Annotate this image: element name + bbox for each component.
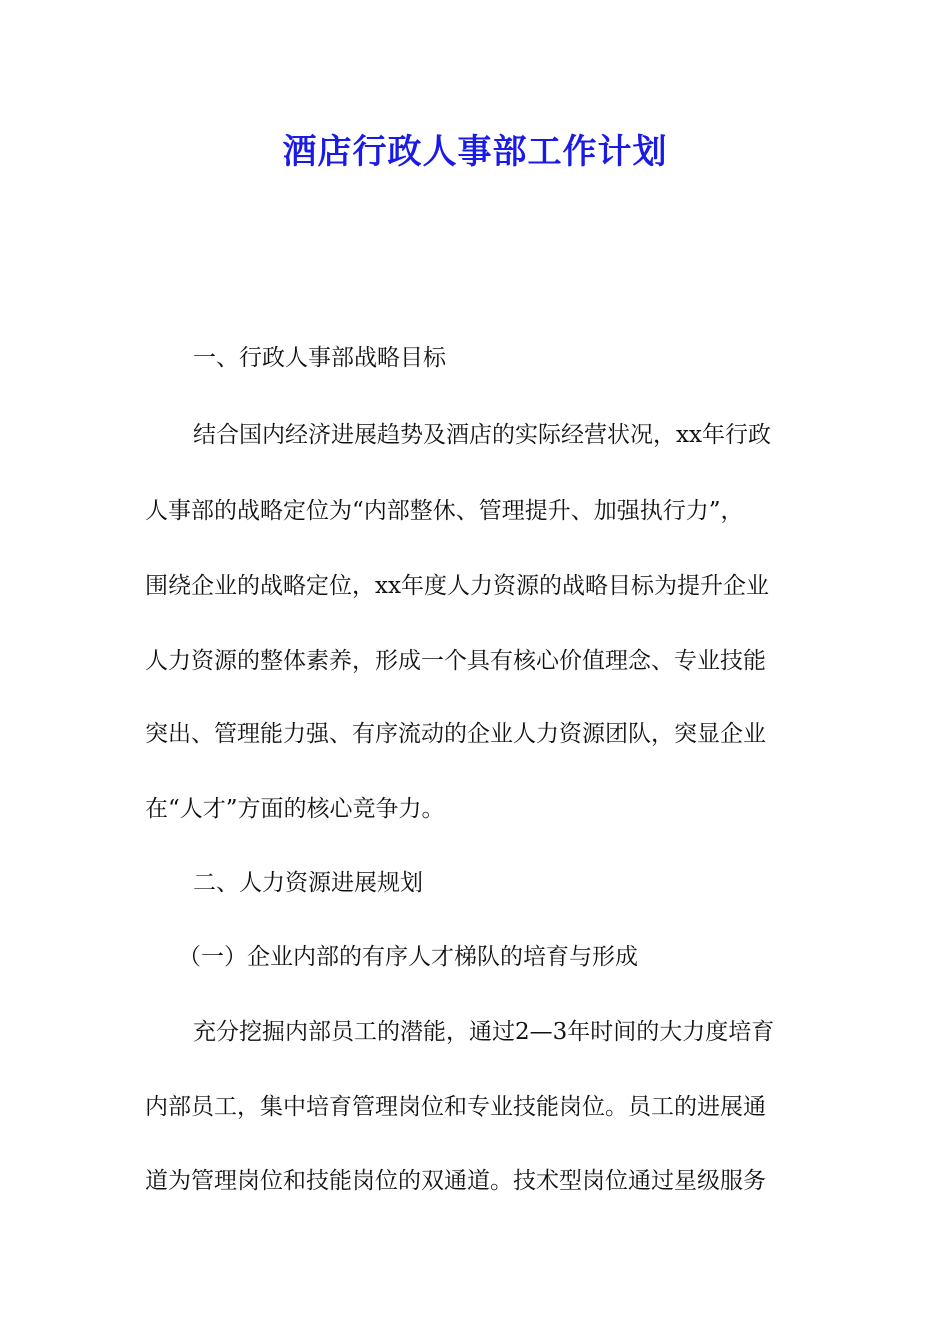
- paragraph-line: 结合国内经济进展趋势及酒店的实际经营状况，xx年行政: [193, 422, 771, 448]
- paragraph-line: 内部员工，集中培育管理岗位和专业技能岗位。员工的进展通: [145, 1094, 766, 1120]
- document-title: 酒店行政人事部工作计划: [282, 132, 668, 172]
- subsection-heading: （一）企业内部的有序人才梯队的培育与形成: [178, 944, 638, 970]
- paragraph-line: 人力资源的整体素养，形成一个具有核心价值理念、专业技能: [145, 648, 766, 674]
- paragraph-line: 突出、管理能力强、有序流动的企业人力资源团队，突显企业: [145, 721, 766, 747]
- paragraph-line: 充分挖掘内部员工的潜能，通过2—3年时间的大力度培育: [193, 1019, 775, 1045]
- section-heading-1: 一、行政人事部战略目标: [193, 345, 446, 371]
- paragraph-line: 道为管理岗位和技能岗位的双通道。技术型岗位通过星级服务: [145, 1168, 766, 1194]
- section-heading-2: 二、人力资源进展规划: [193, 870, 423, 896]
- paragraph-line: 在“人才”方面的核心竞争力。: [145, 796, 445, 822]
- paragraph-line: 人事部的战略定位为“内部整休、管理提升、加强执行力”，: [145, 498, 744, 524]
- paragraph-line: 围绕企业的战略定位，xx年度人力资源的战略目标为提升企业: [145, 573, 769, 599]
